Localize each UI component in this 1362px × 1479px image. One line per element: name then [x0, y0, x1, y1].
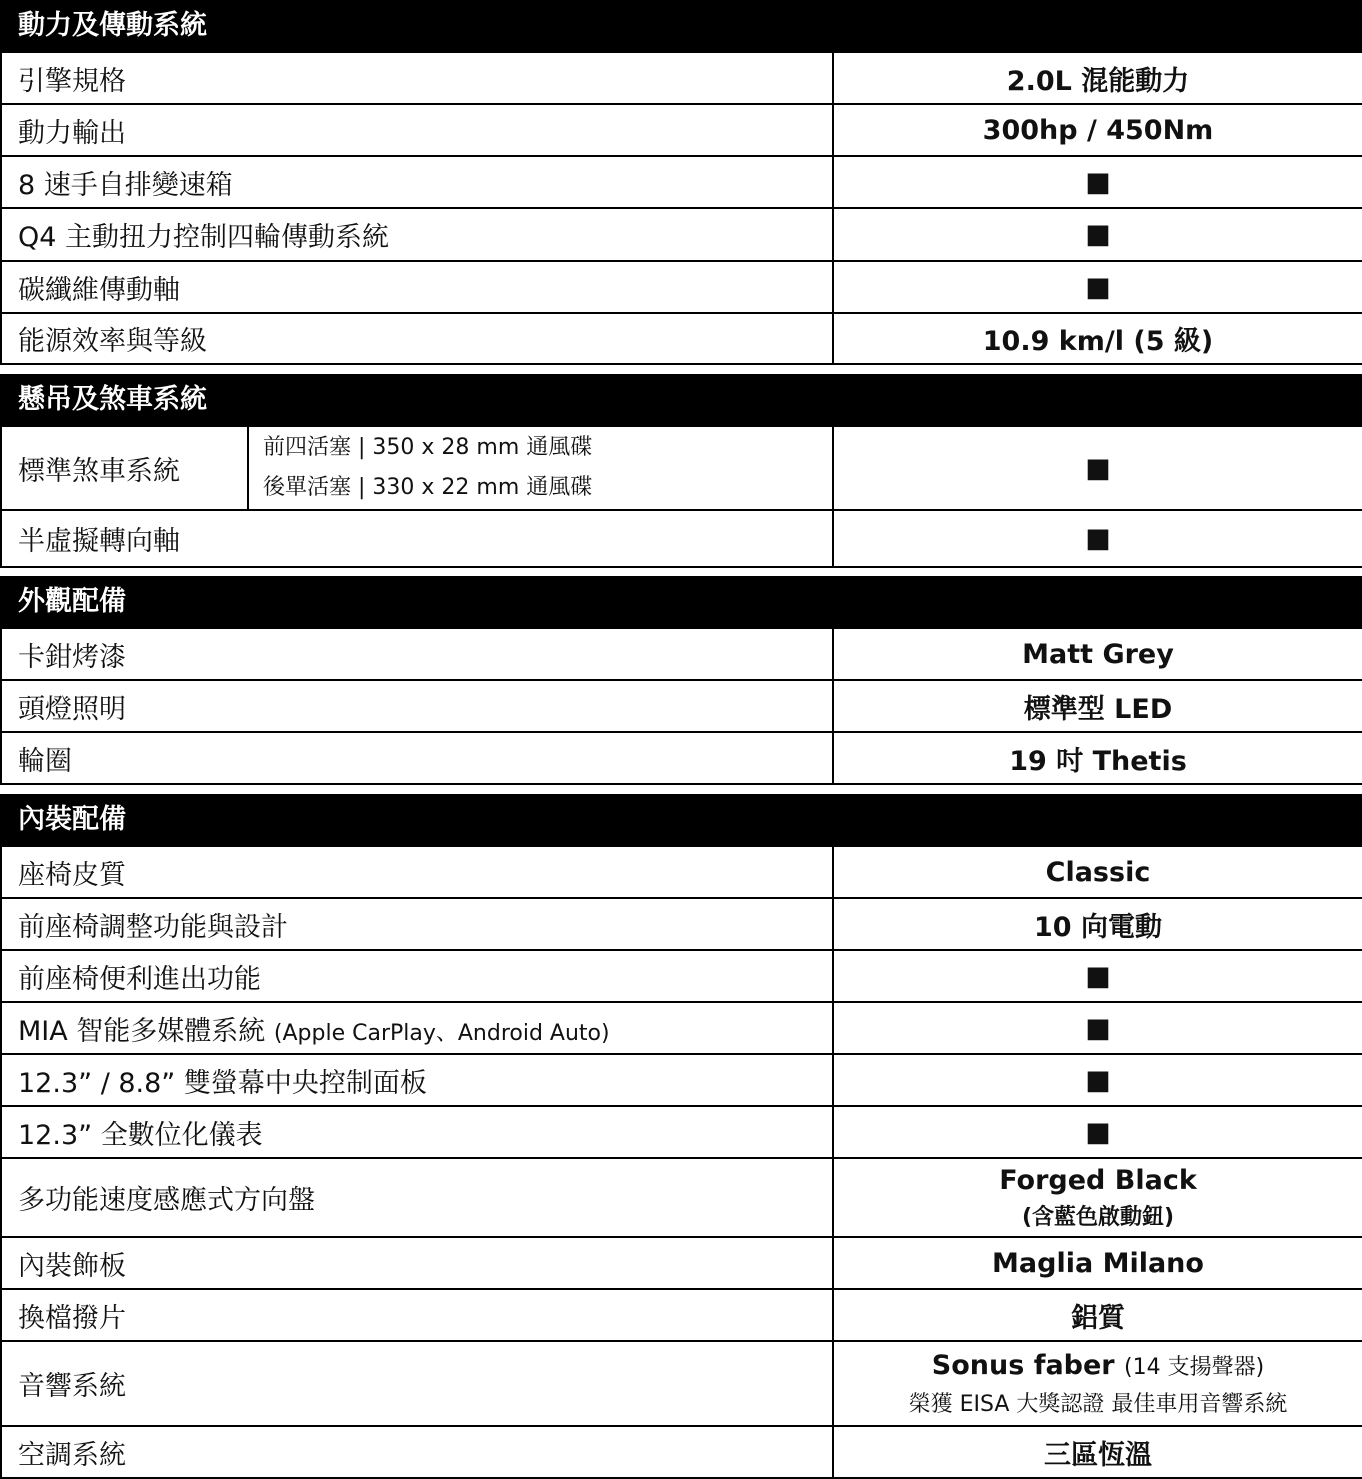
table-row: [1, 52, 1362, 104]
audio-speakers: (14 支揚聲器): [1124, 1354, 1265, 1380]
row-label: 12.3” 全數位化儀表: [1, 1106, 833, 1158]
row-label: 碳纖維傳動軸: [1, 261, 833, 313]
table-row: [1, 208, 1362, 261]
row-label: [1, 1002, 833, 1054]
row-label: 動力輸出: [1, 104, 833, 156]
row-label: 8 速手自排變速箱: [1, 156, 833, 208]
row-label: 12.3” / 8.8” 雙螢幕中央控制面板: [1, 1054, 833, 1106]
table-row: [1, 846, 1362, 898]
row-value: 10 向電動: [833, 898, 1362, 950]
row-label: Q4 主動扭力控制四輪傳動系統: [1, 208, 833, 261]
table-row: [1, 1341, 1362, 1426]
row-label-note: (Apple CarPlay、Android Auto): [273, 1020, 610, 1046]
section-suspension-brakes: [0, 374, 1362, 568]
row-label: 內裝飾板: [1, 1237, 833, 1289]
row-value: 鋁質: [833, 1289, 1362, 1341]
row-label: 卡鉗烤漆: [1, 628, 833, 680]
row-value: ■: [833, 208, 1362, 261]
section-title: 懸吊及煞車系統: [0, 374, 1362, 425]
row-label: 前座椅便利進出功能: [1, 950, 833, 1002]
row-value: [833, 1158, 1362, 1237]
table-row: [1, 1002, 1362, 1054]
table-row: [1, 680, 1362, 732]
row-label: 音響系統: [1, 1341, 833, 1426]
row-value: ■: [833, 1106, 1362, 1158]
table-row: [1, 950, 1362, 1002]
row-value: 19 吋 Thetis: [833, 732, 1362, 784]
table-row: [1, 1237, 1362, 1289]
spec-table: [0, 845, 1362, 1479]
row-value: Maglia Milano: [833, 1237, 1362, 1289]
spec-table: [0, 425, 1362, 568]
section-title: 外觀配備: [0, 576, 1362, 627]
row-value: ■: [833, 510, 1362, 567]
row-value: 2.0L 混能動力: [833, 52, 1362, 104]
row-value: ■: [833, 1002, 1362, 1054]
row-value: ■: [833, 1054, 1362, 1106]
table-row: [1, 628, 1362, 680]
row-value: 標準型 LED: [833, 680, 1362, 732]
table-row: [1, 510, 1362, 567]
table-row: [1, 732, 1362, 784]
row-label: 前座椅調整功能與設計: [1, 898, 833, 950]
spec-table: [0, 51, 1362, 365]
row-value: 三區恆溫: [833, 1426, 1362, 1478]
brake-rear: 後單活塞 | 330 x 22 mm 通風碟: [263, 475, 593, 500]
row-value: 300hp / 450Nm: [833, 104, 1362, 156]
row-value: Classic: [833, 846, 1362, 898]
row-value: Matt Grey: [833, 628, 1362, 680]
table-row: [1, 1158, 1362, 1237]
row-label: 引擎規格: [1, 52, 833, 104]
row-value: ■: [833, 426, 1362, 510]
value-line-2: 榮獲 EISA 大獎認證 最佳車用音響系統: [908, 1391, 1288, 1417]
row-label: 座椅皮質: [1, 846, 833, 898]
table-row: [1, 1106, 1362, 1158]
table-row: [1, 261, 1362, 313]
table-row: [1, 1289, 1362, 1341]
row-value: 10.9 km/l (5 級): [833, 313, 1362, 364]
brake-spec: [248, 426, 833, 510]
audio-brand: Sonus faber: [931, 1349, 1115, 1381]
table-row: [1, 898, 1362, 950]
brake-front: 前四活塞 | 350 x 28 mm 通風碟: [263, 435, 593, 460]
table-row: [1, 104, 1362, 156]
table-row: [1, 156, 1362, 208]
value-line-1: [834, 1350, 1362, 1381]
section-interior: [0, 794, 1362, 1479]
row-label: 多功能速度感應式方向盤: [1, 1158, 833, 1237]
row-value: ■: [833, 261, 1362, 313]
row-value: ■: [833, 950, 1362, 1002]
value-line-1: Forged Black: [999, 1164, 1197, 1196]
row-value: ■: [833, 156, 1362, 208]
section-exterior: [0, 576, 1362, 785]
section-powertrain: [0, 0, 1362, 365]
row-label: 換檔撥片: [1, 1289, 833, 1341]
row-label-text: MIA 智能多媒體系統: [18, 1015, 266, 1047]
section-title: 動力及傳動系統: [0, 0, 1362, 51]
section-title: 內裝配備: [0, 794, 1362, 845]
table-row: [1, 1426, 1362, 1478]
row-label: 標準煞車系統: [1, 426, 248, 510]
table-row: [1, 1054, 1362, 1106]
table-row: [1, 313, 1362, 364]
row-value: [833, 1341, 1362, 1426]
row-label: 輪圈: [1, 732, 833, 784]
row-label: 能源效率與等級: [1, 313, 833, 364]
row-label: 半虛擬轉向軸: [1, 510, 833, 567]
table-row: [1, 426, 1362, 510]
value-line-2: (含藍色啟動鈕): [1021, 1204, 1175, 1230]
row-label: 空調系統: [1, 1426, 833, 1478]
row-label: 頭燈照明: [1, 680, 833, 732]
spec-table: [0, 627, 1362, 785]
